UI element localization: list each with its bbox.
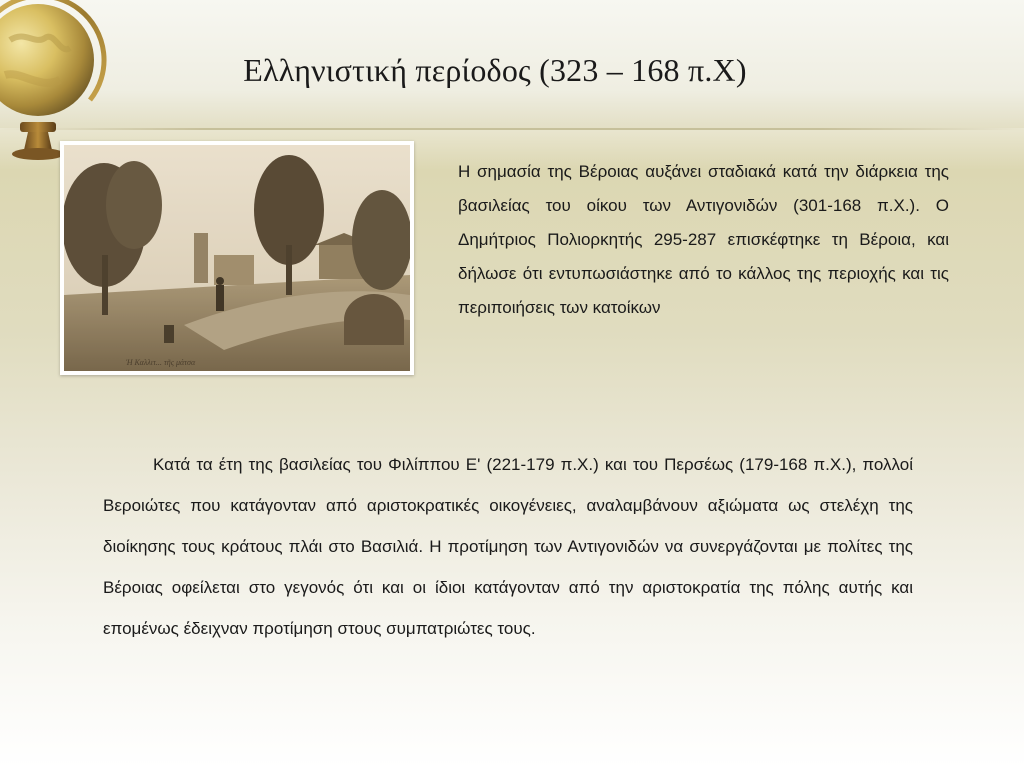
photo-frame — [60, 141, 414, 375]
slide-title: Ελληνιστική περίοδος (323 – 168 π.Χ) — [243, 52, 747, 88]
title-divider — [0, 128, 1024, 130]
photo-caption: Ἡ Καλλιτ... τῆς μάτσα — [126, 358, 196, 367]
paragraph-right: Η σημασία της Βέροιας αυξάνει σταδιακά κατά την διάρκεια της βασιλείας του οίκου των Αντιγονιδών (301-168 π.Χ.). Ο Δημήτριος Πολιορκητής 295-287 επισκέφτηκε τη Βέροια, και δήλωσε ότι εντυπωσιάστηκε από το κάλλος της περιοχής και τις περιποιήσεις των κατοίκων — [458, 162, 949, 317]
paragraph-bottom: Κατά τα έτη της βασιλείας του Φιλίππου Ε' (221-179 π.Χ.) και του Περσέως (179-168 π.Χ.), πολλοί Βεροιώτες που κατάγονταν από αριστοκρατικές οικογένειες, αναλαμβάνουν αξιώματα ως στελέχη της διοίκησης τους κράτους πλάι στο Βασιλιά. Η προτίμηση των Αντιγονιδών να συνεργάζονται με πολίτες της Βέροιας οφείλεται στο γεγονός ότι και οι ίδιοι κατάγονταν από την αριστοκρατία της πόλης αυτής και επομένως έδειχναν προτίμηση στους συμπατριώτες τους. — [103, 455, 913, 638]
historic-photo — [64, 145, 410, 371]
